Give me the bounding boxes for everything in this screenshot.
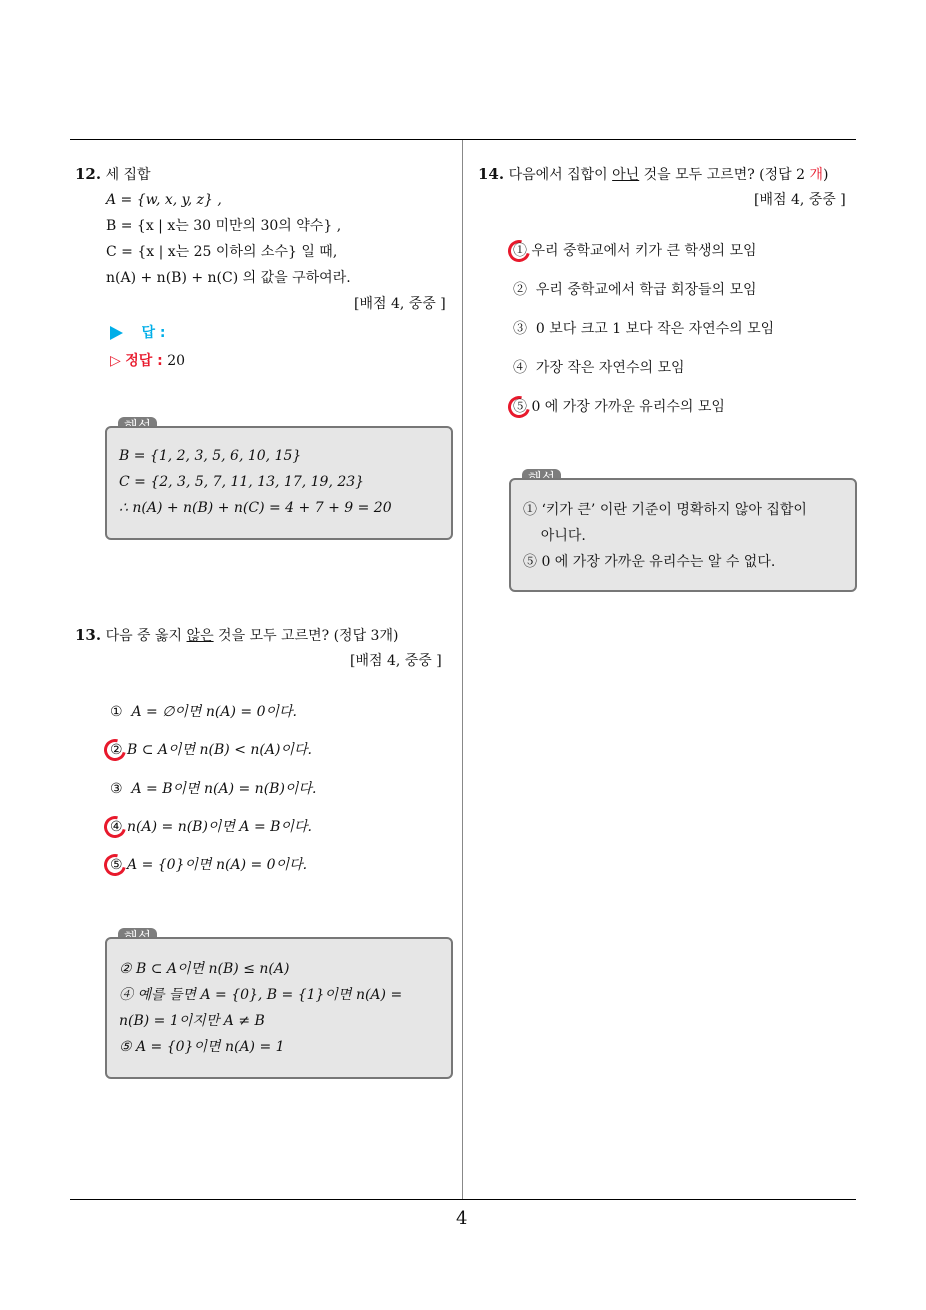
q13-option xyxy=(110,702,297,722)
q13-explain-line: n(B) = 1이지만 A ≠ B xyxy=(119,1013,265,1029)
q13-title-pre: 다음 중 옳지 xyxy=(105,628,187,644)
q14-option xyxy=(513,241,757,261)
q14-title-red: 개 xyxy=(809,167,824,183)
q14-explain-box xyxy=(509,478,857,592)
q13-title-underlined: 않은 xyxy=(186,628,214,644)
q14-title-pre: 다음에서 집합이 xyxy=(508,167,613,183)
option-mark: ③ xyxy=(110,781,123,797)
q12-correct-arrow-icon: ▷ xyxy=(110,353,121,369)
q13-explain-box xyxy=(105,937,453,1079)
q12-ask: n(A) + n(B) + n(C) 의 값을 구하여라. xyxy=(106,270,351,286)
option-mark: ⑤ xyxy=(110,857,123,873)
play-arrow-icon xyxy=(110,326,123,340)
q12-line-a: A = {w, x, y, z} , xyxy=(106,192,222,208)
option-mark: ① xyxy=(110,704,123,720)
option-mark: ④ xyxy=(110,819,123,835)
q12-answer-row xyxy=(110,323,165,343)
q13-number: 13. xyxy=(75,626,102,644)
q14-title-post: 것을 모두 고르면? (정답 2 xyxy=(639,167,810,183)
option-mark: ③ xyxy=(513,321,527,337)
q12-correct-row xyxy=(110,351,185,371)
q13-points: [배점 4, 중중 ] xyxy=(350,653,442,669)
q12-title: 세 집합 xyxy=(105,167,151,183)
option-mark: ② xyxy=(513,282,527,298)
option-text: A = B이면 n(A) = n(B)이다. xyxy=(131,781,317,797)
q14-option xyxy=(513,397,725,417)
q14-option xyxy=(513,280,757,300)
bottom-rule xyxy=(70,1199,856,1200)
option-text: 가장 작은 자연수의 모임 xyxy=(535,360,685,376)
column-divider xyxy=(462,140,463,1200)
q12-title-line xyxy=(75,164,151,185)
option-text: 우리 중학교에서 학급 회장들의 모임 xyxy=(535,282,757,298)
q12-number: 12. xyxy=(75,165,102,183)
option-text: A = ∅이면 n(A) = 0이다. xyxy=(131,704,297,720)
q14-option xyxy=(513,319,774,339)
page-number: 4 xyxy=(456,1208,468,1229)
top-rule xyxy=(70,139,856,140)
q12-line-b: B = {x | x는 30 미만의 30의 약수} , xyxy=(106,218,342,234)
option-mark: ① xyxy=(513,243,527,259)
q14-option xyxy=(513,358,685,378)
q13-explain-line: ⑤ A = {0}이면 n(A) = 1 xyxy=(119,1039,285,1055)
q12-explain-line: ∴ n(A) + n(B) + n(C) = 4 + 7 + 9 = 20 xyxy=(119,500,392,516)
option-text: B ⊂ A이면 n(B) < n(A)이다. xyxy=(127,742,312,758)
q14-explain-line: ⑤ 0 에 가장 가까운 유리수는 알 수 없다. xyxy=(523,554,776,570)
q12-explain-line: B = {1, 2, 3, 5, 6, 10, 15} xyxy=(119,448,302,464)
q13-title-line xyxy=(75,625,398,646)
option-mark: ④ xyxy=(513,360,527,376)
q12-line-c: C = {x | x는 25 이하의 소수} 일 때, xyxy=(106,244,338,260)
q12-explain-box xyxy=(105,426,453,540)
q13-title-post: 것을 모두 고르면? (정답 3개) xyxy=(213,628,399,644)
q12-answer-label: 답 : xyxy=(141,325,166,341)
option-text: A = {0}이면 n(A) = 0이다. xyxy=(127,857,308,873)
q14-explain-line: ① ‘키가 큰’ 이란 기준이 명확하지 않아 집합이 xyxy=(523,502,807,518)
option-text: n(A) = n(B)이면 A = B이다. xyxy=(127,819,312,835)
q14-title-underlined: 아닌 xyxy=(612,167,640,183)
option-mark: ⑤ xyxy=(513,399,527,415)
q12-correct-value: 20 xyxy=(167,353,186,369)
option-text: 0 에 가장 가까운 유리수의 모임 xyxy=(531,399,725,415)
q13-explain-line: ④ 예를 들면 A = {0}, B = {1}이면 n(A) = xyxy=(119,987,403,1003)
option-text: 우리 중학교에서 키가 큰 학생의 모임 xyxy=(531,243,757,259)
q14-number: 14. xyxy=(478,165,505,183)
option-mark: ② xyxy=(110,742,123,758)
q14-title-line xyxy=(478,164,829,185)
q13-option xyxy=(110,740,312,760)
q13-option xyxy=(110,817,312,837)
q12-explain-line: C = {2, 3, 5, 7, 11, 13, 17, 19, 23} xyxy=(119,474,365,490)
q13-option xyxy=(110,855,307,875)
q12-points: [배점 4, 중중 ] xyxy=(354,296,446,312)
q13-option xyxy=(110,779,316,799)
q12-correct-label: 정답 : xyxy=(125,353,163,369)
q14-explain-line: 아니다. xyxy=(523,528,586,544)
q14-points: [배점 4, 중중 ] xyxy=(754,192,846,208)
q13-explain-line: ② B ⊂ A이면 n(B) ≤ n(A) xyxy=(119,961,290,977)
option-text: 0 보다 크고 1 보다 작은 자연수의 모임 xyxy=(535,321,775,337)
q14-title-end: ) xyxy=(823,167,829,183)
